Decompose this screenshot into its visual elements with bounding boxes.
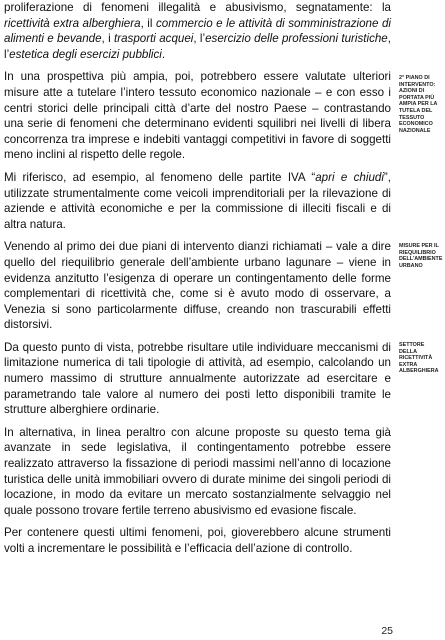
text-run: Venendo al primo dei due piani di intervento dianzi richiamati – vale a dire quello del riequilibrio generale dell’ambiente urbano lagunare – viene in evidenza anzitutto l’esigenza di operare un contingentamento delle forme complementari di ricettività che, come si è avuto modo di osservare, a Venezia si sono particolarmente diffuse, creando non trascurabili effetti distorsivi. bbox=[4, 240, 391, 332]
emphasized-text: apri e chiudi bbox=[315, 170, 384, 184]
sidenote-second-intervention: 2° PIANO DI INTERVENTO: AZIONI DI PORTATA PIÙ AMPIA PER LA TUTELA DEL TESSUTO ECONOMICO NAZIONALE bbox=[399, 75, 438, 134]
emphasized-text: ricettività extra alberghiera bbox=[4, 16, 141, 30]
text-run: , l’ bbox=[193, 32, 206, 46]
paragraph-7 bbox=[4, 525, 391, 556]
text-run: . bbox=[161, 47, 166, 61]
text-run: In alternativa, in linea peraltro con alcune proposte su questo tema già avanzate in sede legislativa, il contingentamento potrebbe essere realizzato attraverso la fissazione di periodi massimi nell’anno di locazione turistica delle unità immobiliari ovvero di durate minime dei singoli periodi di locazione, in modo da evitare un mercato sostanzialmente selvaggio nel quale possono trovare fertile terreno abusivismo ed evasione fiscale. bbox=[4, 425, 391, 517]
sidenote-extra-hotel-sector: SETTORE DELLA RICETTIVITÀ EXTRA ALBERGHIERA bbox=[399, 342, 439, 375]
emphasized-text: estetica degli esercizi pubblici bbox=[9, 47, 162, 61]
emphasized-text: trasporti acquei bbox=[114, 32, 194, 46]
text-run: proliferazione di fenomeni illegalità e abusivismo, segnatamente: la bbox=[4, 1, 391, 14]
paragraph-2 bbox=[4, 69, 391, 163]
text-run: In una prospettiva più ampia, poi, potrebbero essere valutate ulteriori misure atte a tutelare l’intero tessuto economico nazionale – e con esso i centri storici delle principali città d’arte del nostro Paese – contrastando una serie di fenomeni che determinano evidenti squilibri nei livelli di libera concorrenza tra imprese e indebiti vantaggi competitivi in favore di soggetti meno inclini al rispetto delle regole. bbox=[4, 70, 391, 162]
page-number: 25 bbox=[381, 625, 393, 637]
paragraph-5 bbox=[4, 340, 391, 418]
text-run: Da questo punto di vista, potrebbe risultare utile individuare meccanismi di limitazione numerica di tali tipologie di attività, ad esempio, calcolando un numero massimo di strutture annualmente autorizzate ad esercitare e parametrando tale valore al numero dei posti letto disponibili tramite le strutture alberghiere ordinarie. bbox=[4, 340, 391, 417]
paragraph-4 bbox=[4, 239, 391, 333]
emphasized-text: commercio e le attività di somministrazione di alimenti e bevande bbox=[4, 16, 391, 46]
text-run: Mi riferisco, ad esempio, al fenomeno delle partite IVA “ bbox=[4, 170, 316, 184]
text-run: , l’ bbox=[4, 32, 391, 61]
sidenote-urban-balance: MISURE PER IL RIEQUILIBRIO DELL’AMBIENTE URBANO bbox=[399, 243, 443, 269]
text-run: Per contenere questi ultimi fenomeni, poi, gioverebbero alcune strumenti volti a incrementare le possibilità e l’efficacia dell’azione di controllo. bbox=[4, 526, 391, 555]
body-text bbox=[4, 0, 391, 564]
paragraph-1 bbox=[4, 0, 391, 62]
emphasized-text: esercizio delle professioni turistiche bbox=[205, 32, 388, 46]
text-run: , i bbox=[101, 32, 114, 46]
text-run: , il bbox=[140, 16, 156, 30]
paragraph-3 bbox=[4, 170, 391, 232]
text-run: ”, utilizzate strumentalmente come veicoli imprenditoriali per la rilevazione di aziende e attività economiche e per la commissione di illeciti fiscali e di altra natura. bbox=[4, 170, 392, 231]
paragraph-6 bbox=[4, 425, 391, 519]
